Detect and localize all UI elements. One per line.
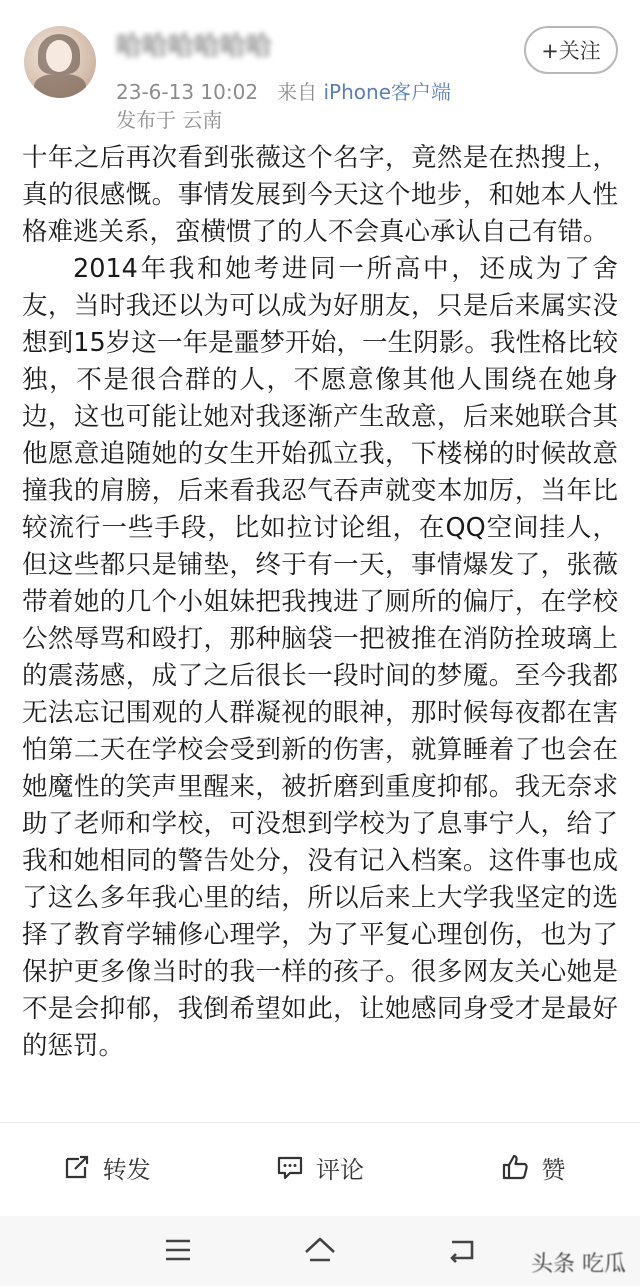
post-timestamp: 23-6-13 10:02: [116, 80, 259, 104]
follow-button[interactable]: +关注: [524, 26, 618, 74]
post-source[interactable]: iPhone客户端: [323, 80, 452, 104]
action-bar: [0, 1132, 640, 1202]
user-avatar[interactable]: [24, 26, 96, 98]
username[interactable]: 哈哈哈哈哈哈: [116, 32, 273, 60]
menu-icon[interactable]: [160, 1232, 196, 1268]
back-icon[interactable]: [444, 1232, 480, 1268]
repost-icon: [63, 1153, 91, 1181]
system-nav-bar: [0, 1216, 640, 1286]
comment-icon: [276, 1153, 304, 1181]
repost-button[interactable]: [0, 1150, 213, 1185]
comment-button[interactable]: [213, 1150, 426, 1185]
post-content: [22, 140, 618, 1065]
post-location: 发布于 云南: [116, 108, 223, 132]
post-meta: [116, 76, 451, 105]
like-label: 赞: [541, 1155, 566, 1184]
post-paragraph-2: 2014年我和她考进同一所高中，还成为了舍友，当时我还以为可以成为好朋友，只是后来属实没想到15岁这一年是噩梦开始，一生阴影。我性格比较独，不是很合群的人，不愿意像其他人围绕在她身边，这也可能让她对我逐渐产生敌意，后来她联合其他愿意追随她的女生开始孤立我，下楼梯的时候故意撞我的肩膀，后来看我忍气吞声就变本加厉，当年比较流行一些手段，比如拉讨论组，在QQ空间挂人，但这些都只是铺垫，终于有一天，事情爆发了，张薇带着她的几个小姐妹把我拽进了厕所的偏厅，在学校公然辱骂和殴打，那种脑袋一把被推在消防拴玻璃上的震荡感，成了之后很长一段时间的梦魇。至今我都无法忘记围观的人群凝视的眼神，那时候每夜都在害怕第二天在学校会受到新的伤害，就算睡着了也会在她魔性的笑声里醒来，被折磨到重度抑郁。我无奈求助了老师和学校，可没想到学校为了息事宁人，给了我和她相同的警告处分，没有记入档案。这件事也成了这么多年我心里的结，所以后来上大学我坚定的选择了教育学辅修心理学，为了平复心理创伤，也为了保护更多像当时的我一样的孩子。很多网友关心她是不是会抑郁，我倒希望如此，让她感同身受才是最好的惩罚。: [22, 254, 618, 1061]
like-button[interactable]: [427, 1150, 640, 1185]
comment-label: 评论: [315, 1155, 364, 1184]
post-paragraph-1: 十年之后再次看到张薇这个名字，竟然是在热搜上，真的很感慨。事情发展到今天这个地步，和她本人性格难逃关系，蛮横惯了的人不会真心承认自己有错。: [22, 143, 618, 247]
post-header: [0, 0, 640, 140]
thumbs-up-icon: [501, 1153, 529, 1181]
divider: [0, 1122, 640, 1123]
repost-label: 转发: [102, 1155, 151, 1184]
watermark: 头条 吃瓜: [531, 1252, 626, 1277]
source-prefix: 来自: [277, 80, 318, 104]
home-icon[interactable]: [302, 1232, 338, 1268]
